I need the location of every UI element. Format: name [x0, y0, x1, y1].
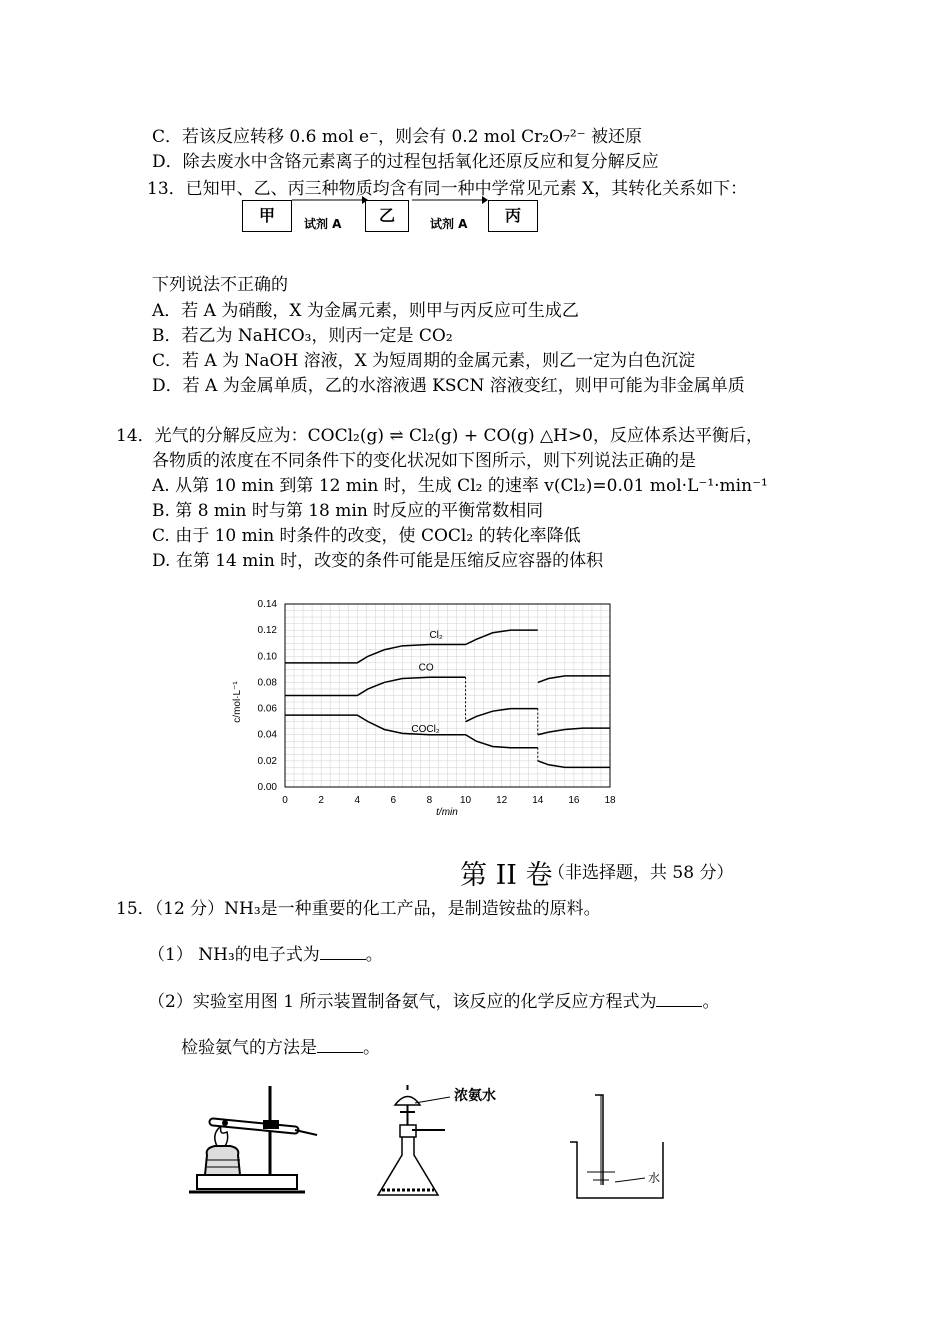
y-tick-label: 0.06 — [257, 703, 277, 715]
x-tick-label: 16 — [568, 795, 580, 806]
flow-arrow-label-1: 试剂 A — [304, 217, 342, 231]
q13-option-a: A．若 A 为硝酸，X 为金属元素，则甲与丙反应可生成乙 — [152, 301, 579, 321]
q15-part2-text: （2）实验室用图 1 所示装置制备氨气，该反应的化学反应方程式为 — [148, 992, 657, 1012]
x-tick-label: 4 — [354, 795, 361, 806]
q15-part2-end: 。 — [702, 992, 720, 1012]
x-axis-label: t/min — [436, 807, 458, 818]
q15-part3-text: 检验氨气的方法是 — [181, 1038, 317, 1058]
q14-stem-line1: 14．光气的分解反应为：COCl₂(g) ⇌ Cl₂(g) + CO(g) △H>0，反应体系达平衡后， — [116, 426, 763, 446]
series-label: CO — [418, 662, 434, 674]
x-tick-label: 14 — [532, 795, 544, 806]
flow-arrow-label-2: 试剂 A — [430, 217, 468, 231]
apparatus-heating-test-tube — [185, 1080, 325, 1200]
q13-prompt: 下列说法不正确的 — [152, 275, 288, 295]
y-tick-label: 0.02 — [257, 755, 277, 767]
section2-title: 第 II 卷 — [460, 860, 553, 891]
apparatus-flask-funnel — [370, 1080, 520, 1205]
q13-stem: 13．已知甲、乙、丙三种物质均含有同一种中学常见元素 X，其转化关系如下： — [147, 179, 748, 199]
q13-option-c: C．若 A 为 NaOH 溶液，X 为短周期的金属元素，则乙一定为白色沉淀 — [152, 351, 696, 371]
answer-blank[interactable] — [317, 1038, 363, 1053]
flow-arrows — [290, 192, 495, 208]
q15-part1-text: （1） NH₃的电子式为 — [148, 945, 320, 965]
x-tick-label: 18 — [604, 795, 616, 806]
y-tick-label: 0.00 — [257, 782, 277, 793]
apparatus-beaker-water — [565, 1090, 695, 1205]
x-tick-label: 8 — [426, 795, 433, 806]
flow-box-jia: 甲 — [242, 200, 292, 232]
section2-subtitle: （非选择题，共 58 分） — [548, 863, 734, 883]
q14-option-a: A. 从第 10 min 到第 12 min 时，生成 Cl₂ 的速率 v(Cl₂)=0.01 mol·L⁻¹·min⁻¹ — [152, 476, 768, 496]
q14-option-d: D. 在第 14 min 时，改变的条件可能是压缩反应容器的体积 — [152, 551, 604, 571]
y-tick-label: 0.08 — [257, 677, 277, 689]
series-label: Cl₂ — [429, 629, 443, 641]
q12-option-d: D．除去废水中含铬元素离子的过程包括氧化还原反应和复分解反应 — [152, 152, 659, 172]
x-tick-label: 6 — [390, 795, 397, 806]
label-water: 水 — [648, 1171, 661, 1185]
q14-option-c: C. 由于 10 min 时条件的改变，使 COCl₂ 的转化率降低 — [152, 526, 581, 546]
series-label: COCl₂ — [411, 724, 440, 736]
q13-option-b: B．若乙为 NaHCO₃，则丙一定是 CO₂ — [152, 326, 453, 346]
answer-blank[interactable] — [656, 992, 702, 1007]
y-axis-label: c/mol·L⁻¹ — [232, 681, 243, 723]
q15-part2 — [148, 991, 719, 1013]
flow-box-yi: 乙 — [365, 200, 409, 232]
q15-part1-end: 。 — [365, 945, 383, 965]
q15-part1 — [148, 944, 383, 966]
q15-part3-end: 。 — [363, 1038, 380, 1058]
q12-option-c: C．若该反应转移 0.6 mol e⁻，则会有 0.2 mol Cr₂O₇²⁻ 被还原 — [152, 127, 643, 147]
x-tick-labels — [282, 795, 616, 806]
y-tick-label: 0.10 — [257, 651, 277, 663]
q14-stem-line2: 各物质的浓度在不同条件下的变化状况如下图所示，则下列说法正确的是 — [152, 451, 696, 471]
label-concentrated-ammonia: 浓氨水 — [454, 1087, 496, 1103]
concentration-chart — [220, 592, 640, 827]
q13-option-d: D．若 A 为金属单质，乙的水溶液遇 KSCN 溶液变红，则甲可能为非金属单质 — [152, 376, 745, 396]
answer-blank[interactable] — [320, 945, 366, 960]
x-tick-label: 2 — [318, 795, 324, 806]
y-tick-label: 0.12 — [257, 625, 277, 637]
q15-part3 — [181, 1037, 380, 1059]
q14-option-b: B. 第 8 min 时与第 18 min 时反应的平衡常数相同 — [152, 501, 544, 521]
q15-stem: 15．（12 分）NH₃是一种重要的化工产品，是制造铵盐的原料。 — [116, 899, 601, 919]
y-tick-label: 0.14 — [257, 599, 277, 610]
x-tick-label: 0 — [282, 795, 288, 806]
flow-box-bing: 丙 — [488, 200, 538, 232]
y-tick-labels — [258, 599, 278, 793]
x-tick-label: 10 — [459, 795, 472, 806]
y-tick-label: 0.04 — [257, 729, 277, 741]
x-tick-label: 12 — [496, 795, 508, 806]
